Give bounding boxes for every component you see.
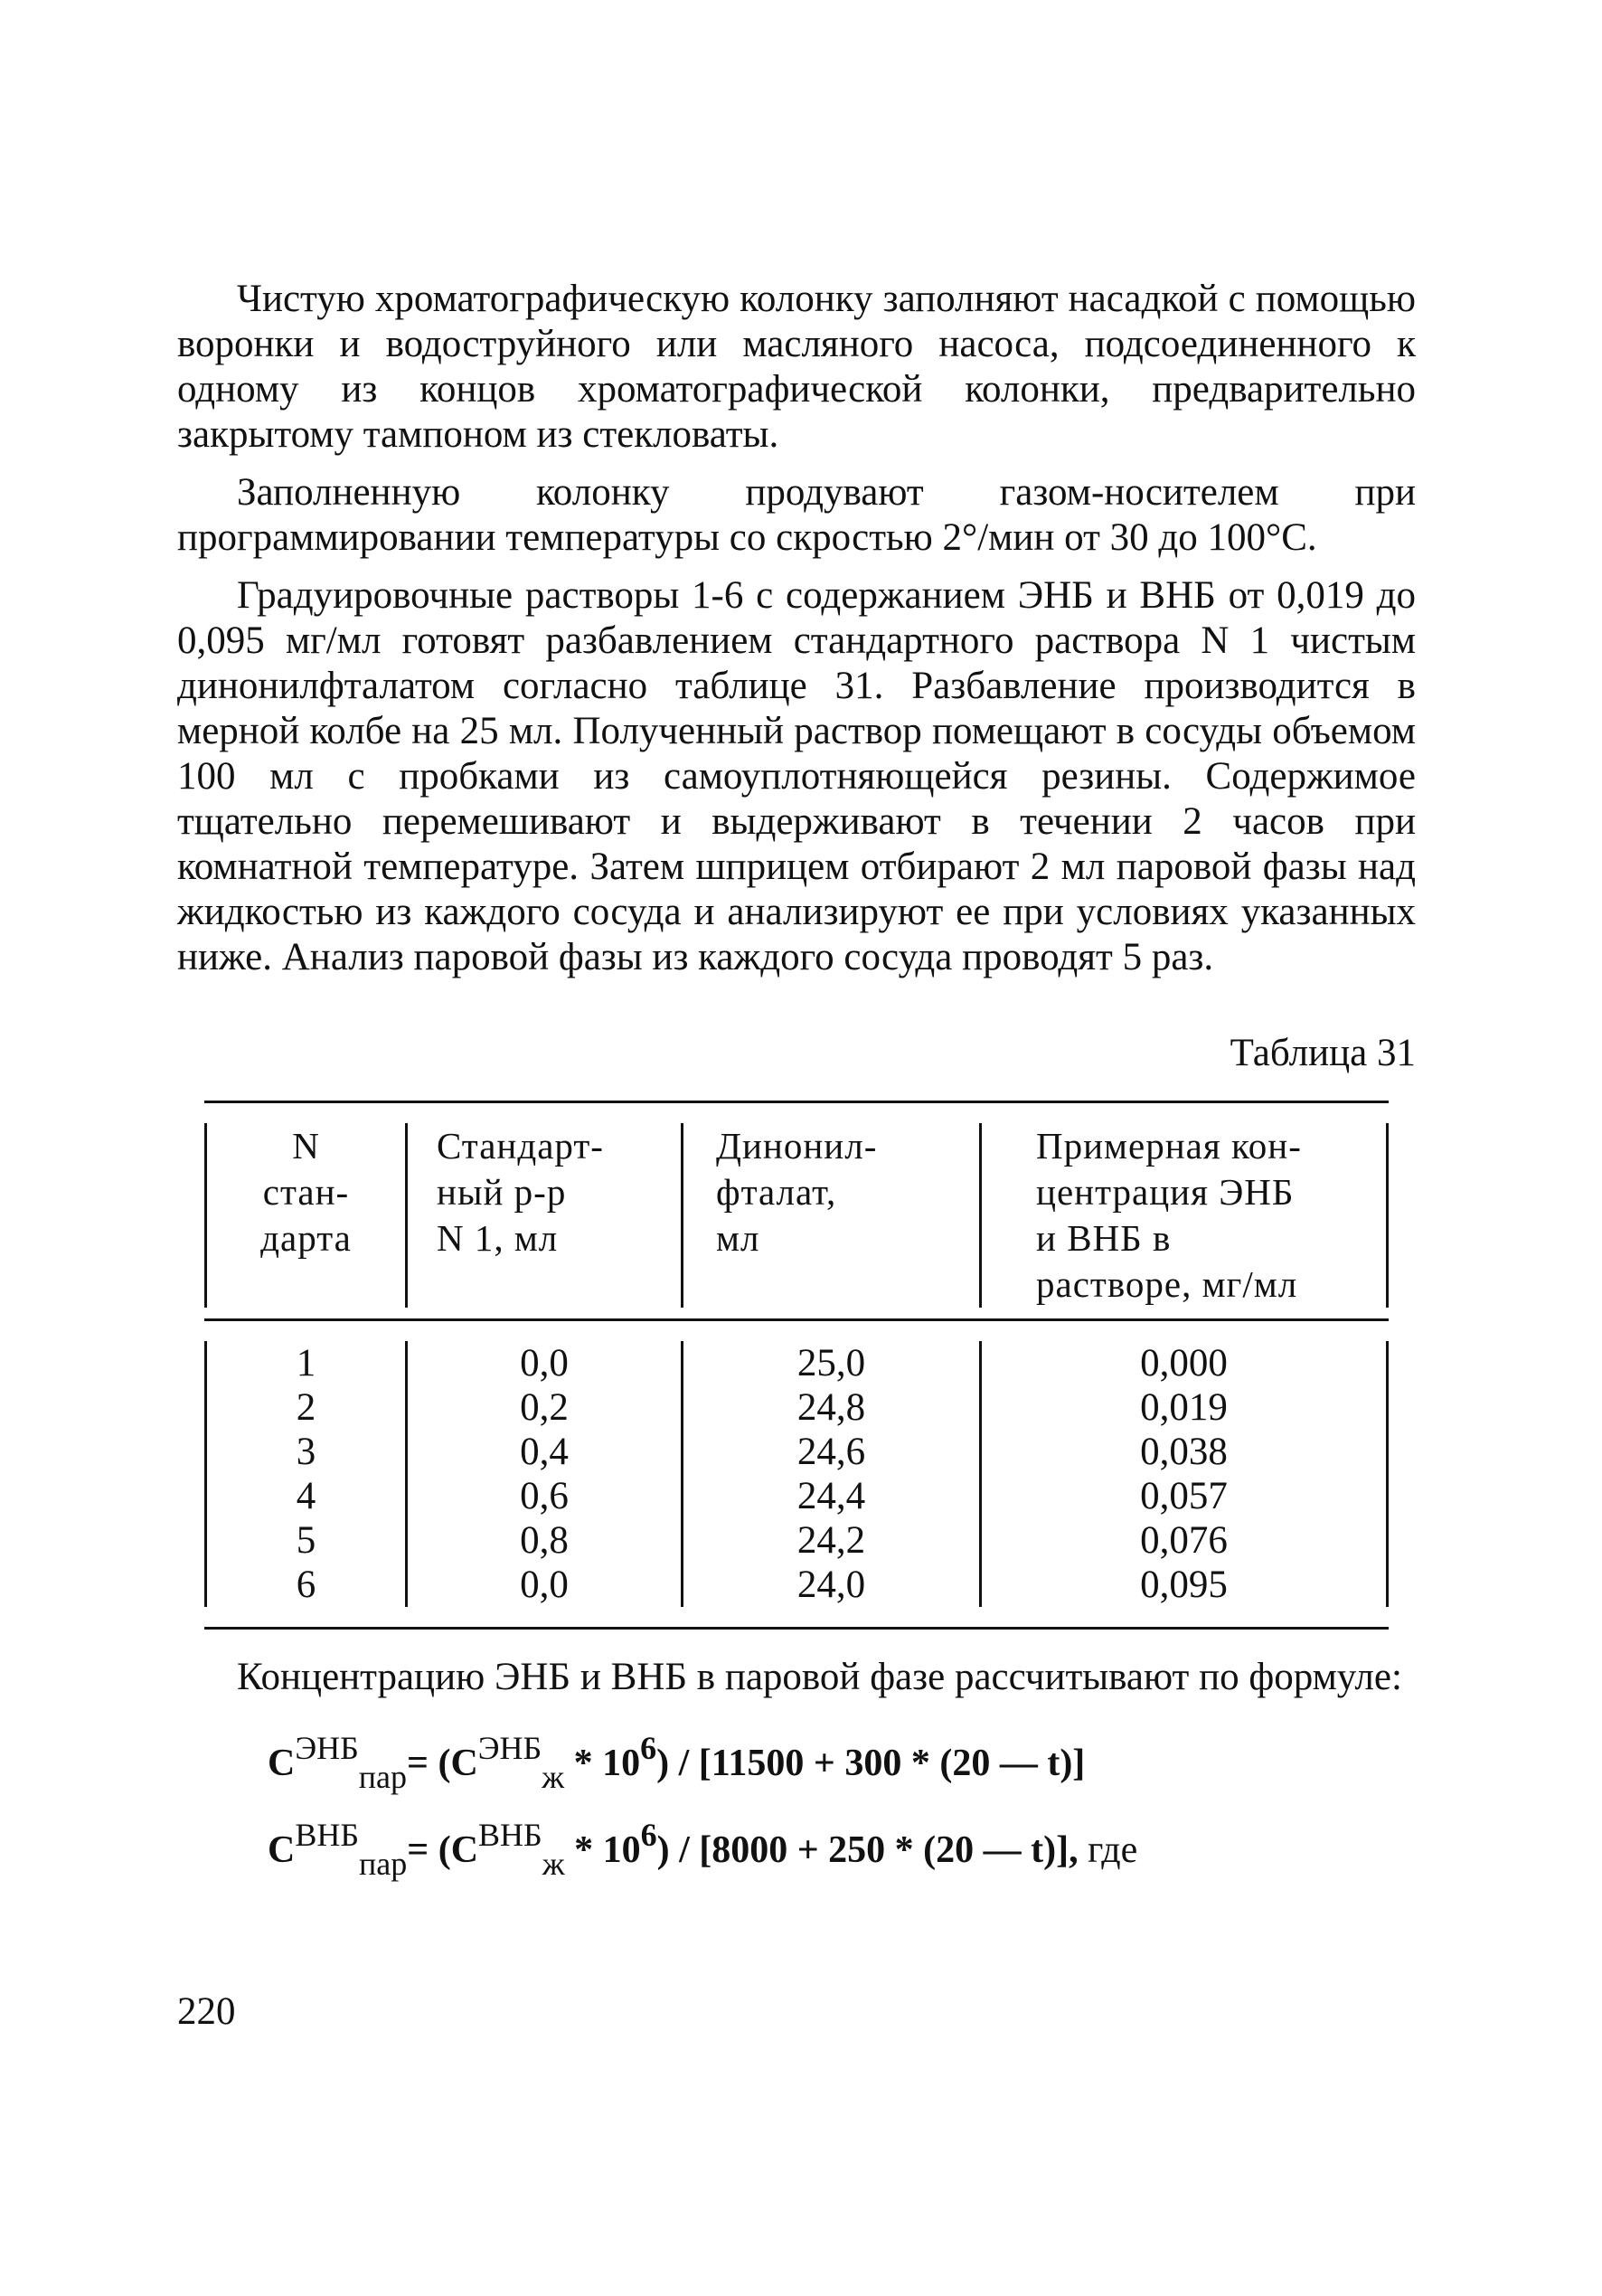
table-bottom-rule [204,1627,1389,1630]
column-dinonylphthalate [683,1341,982,1607]
table-cell: 24,0 [796,1564,866,1606]
page-number: 220 [177,1990,236,2033]
table-cell: 24,6 [796,1431,866,1473]
table-cell: 0,8 [520,1519,569,1562]
table-cell: 0,038 [1140,1431,1228,1473]
column-standard-number [204,1341,408,1607]
table-cell: 24,8 [796,1386,866,1429]
table-cell: 3 [296,1431,316,1473]
table-cell: 0,000 [1140,1342,1228,1384]
header-standard-solution: Стандарт- ный р-р N 1, мл [408,1123,683,1308]
table-cell: 2 [296,1386,316,1429]
column-standard-solution [408,1341,683,1607]
table-body [204,1321,1389,1627]
table-cell: 0,6 [520,1475,569,1517]
table-caption: Таблица 31 [1230,1032,1416,1074]
paragraph-2: Заполненную колонку продувают газом-носителем при программировании температуры со скростью 2°/мин от 30 до 100°С. [177,471,1416,559]
table-cell: 0,019 [1140,1386,1228,1429]
table-cell: 6 [296,1564,316,1606]
data-table [204,1101,1389,1630]
table-cell: 24,4 [796,1475,866,1517]
table-header-row [204,1103,1389,1318]
table-cell: 0,0 [520,1564,569,1606]
table-cell: 24,2 [796,1519,866,1562]
paragraph-1: Чистую хроматографическую колонку заполняют насадкой с помощью воронки и водоструйного или масляного насоса, подсоединенного к одному из концов хроматографической колонки, предварительно закрытому тампоном из стекловаты. [177,278,1416,456]
formula-intro: Концентрацию ЭНБ и ВНБ в паровой фазе рассчитывают по формуле: [237,1656,1402,1698]
table-cell: 0,2 [520,1386,569,1429]
header-standard-number: N стан- дарта [204,1123,408,1308]
formula-vnb: $С^{ВНБ}_{пар}= (С^{ВНБ}_ж * 10^6) / [8000 + 250 * (20$ — t)], где [268,1817,1138,1882]
table-cell: 5 [296,1519,316,1562]
header-concentration: Примерная кон- центрация ЭНБ и ВНБ в растворе, мг/мл [982,1123,1389,1308]
table-cell: 1 [296,1342,316,1384]
paragraph-3: Градуировочные растворы 1-6 с содержанием ЭНБ и ВНБ от 0,019 до 0,095 мг/мл готовят разбавлением стандартного раствора N 1 чистым динонилфталатом согласно таблице 31. Разбавление производится в мерной колбе на 25 мл. Полученный раствор помещают в сосуды объемом 100 мл с пробками из самоуплотняющейся резины. Содержимое тщательно перемешивают и выдерживают в течении 2 часов при комнатной температуре. Затем шприцем отбирают 2 мл паровой фазы над жидкостью из каждого сосуда и анализируют ее при условиях указанных ниже. Анализ паровой фазы из каждого сосуда проводят 5 раз. [177,574,1416,978]
table-cell: 25,0 [796,1342,866,1384]
formula-enb: $С^{ЭНБ}_{пар}= (С^{ЭНБ}_ж * 10^6) / [11500 + 300 * (20$ — t)] [268,1730,1086,1795]
column-concentration [982,1341,1389,1607]
table-cell: 0,4 [520,1431,569,1473]
document-page [177,277,1416,1903]
table-cell: 0,095 [1140,1564,1228,1606]
table-cell: 0,057 [1140,1475,1228,1517]
header-dinonylphthalate: Динонил- фталат, мл [683,1123,982,1308]
table-cell: 0,0 [520,1342,569,1384]
table-cell: 0,076 [1140,1519,1228,1562]
table-cell: 4 [296,1475,316,1517]
